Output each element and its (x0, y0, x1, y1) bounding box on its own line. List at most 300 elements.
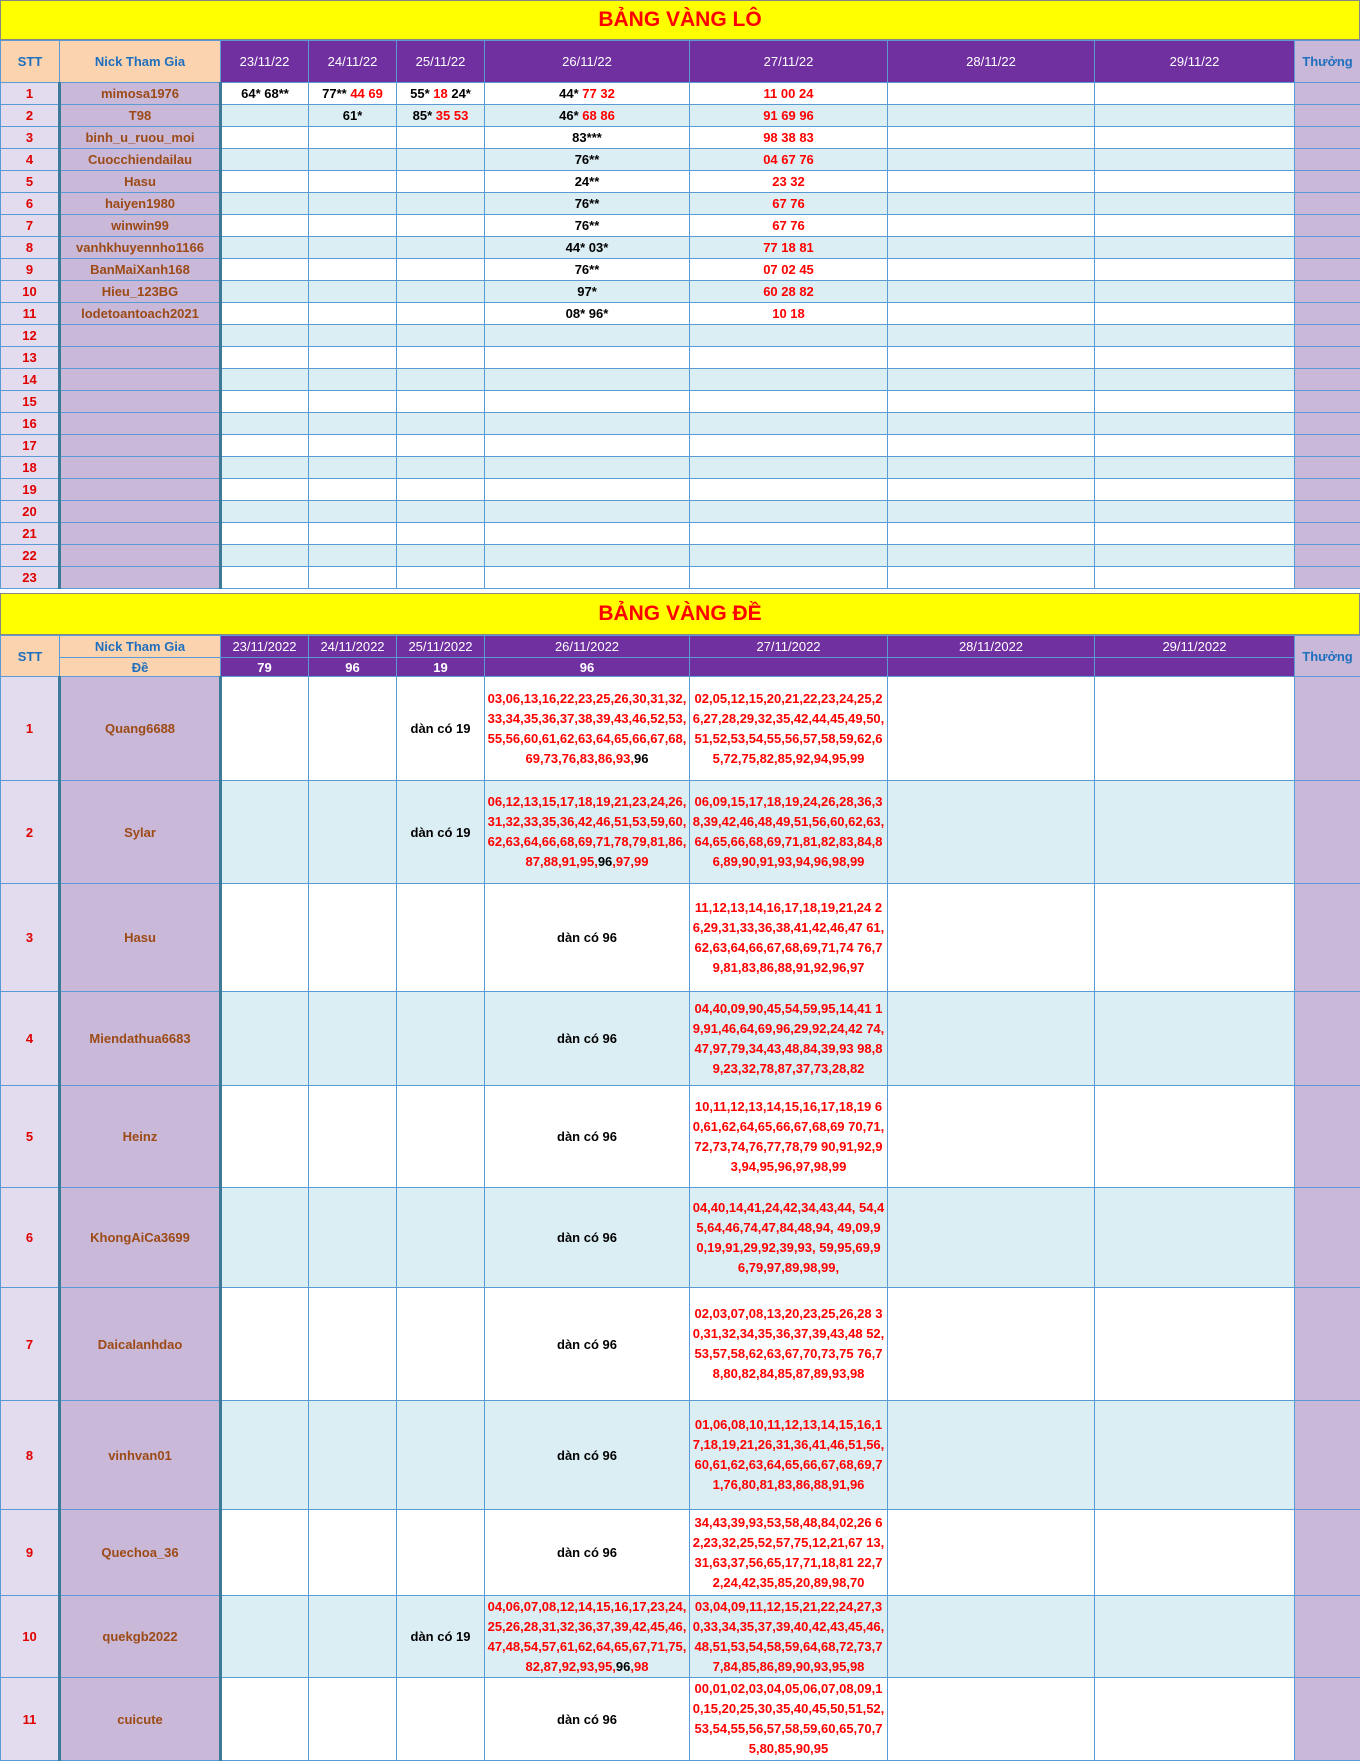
pick-cell (221, 83, 309, 105)
table-row (1, 992, 1360, 1086)
pick-cell (888, 171, 1095, 193)
bonus-cell (1295, 1510, 1360, 1596)
pick-cell (888, 1188, 1095, 1288)
bonus-cell (1295, 303, 1360, 325)
bonus-cell (1295, 413, 1360, 435)
pick-cell (690, 1510, 888, 1596)
pick-cell (221, 1401, 309, 1510)
pick-cell (1095, 1401, 1295, 1510)
bonus-cell (1295, 479, 1360, 501)
cell-text: 67 76 (772, 218, 805, 233)
cell-text: 04,40,14,41,24,42,34,43,44, 54,45,64,46,74,47,84,48,94, 49,09,90,19,91,29,92,39,93, 59,95,69,96,79,97,89,98,99, (692, 1199, 885, 1275)
pick-cell (221, 325, 309, 347)
nick-name: Hasu (60, 884, 221, 992)
pick-cell (309, 992, 397, 1086)
pick-cell (485, 259, 690, 281)
pick-cell (309, 1401, 397, 1510)
pick-cell (888, 259, 1095, 281)
pick-cell (397, 215, 485, 237)
row-number: 17 (1, 435, 60, 457)
pick-cell (888, 781, 1095, 884)
bonus-cell (1295, 992, 1360, 1086)
header-stt: STT (1, 41, 60, 83)
header-date: 25/11/2022 (397, 636, 485, 658)
bonus-cell (1295, 325, 1360, 347)
pick-cell (397, 1401, 485, 1510)
header-stt: STT (1, 636, 60, 677)
pick-cell (1095, 479, 1295, 501)
nick-name: Daicalanhdao (60, 1288, 221, 1401)
pick-cell (397, 325, 485, 347)
pick-cell (888, 149, 1095, 171)
pick-cell (888, 884, 1095, 992)
cell-text: dàn có 96 (557, 1230, 617, 1245)
cell-text: 77 18 81 (763, 240, 814, 255)
bonus-cell (1295, 215, 1360, 237)
row-number: 1 (1, 677, 60, 781)
pick-cell (690, 215, 888, 237)
pick-cell (888, 1596, 1095, 1678)
cell-text: ,97,99 (612, 854, 649, 869)
header-date: 27/11/22 (690, 41, 888, 83)
cell-text: 44* (559, 86, 583, 101)
pick-cell (397, 369, 485, 391)
pick-cell (485, 781, 690, 884)
table-row (1, 237, 1360, 259)
bonus-cell (1295, 369, 1360, 391)
cell-text: 76** (574, 218, 600, 233)
pick-cell (690, 347, 888, 369)
pick-cell (397, 127, 485, 149)
pick-cell (309, 567, 397, 589)
bonus-cell (1295, 523, 1360, 545)
cell-text: 85* (412, 108, 436, 123)
pick-cell (690, 567, 888, 589)
cell-text: dàn có 96 (557, 1447, 617, 1463)
pick-cell (397, 1678, 485, 1761)
nick-name: KhongAiCa3699 (60, 1188, 221, 1288)
pick-cell (397, 281, 485, 303)
pick-cell (221, 1288, 309, 1401)
pick-cell (221, 435, 309, 457)
row-number: 10 (1, 281, 60, 303)
row-number: 8 (1, 237, 60, 259)
pick-cell (485, 677, 690, 781)
pick-cell (1095, 567, 1295, 589)
header-date: 23/11/22 (221, 41, 309, 83)
pick-cell (690, 523, 888, 545)
bonus-cell (1295, 457, 1360, 479)
bonus-cell (1295, 435, 1360, 457)
cell-text: 18 (433, 86, 452, 101)
table-row (1, 149, 1360, 171)
pick-cell (221, 105, 309, 127)
nick-name: BanMaiXanh168 (60, 259, 221, 281)
table-row (1, 369, 1360, 391)
pick-cell (397, 1510, 485, 1596)
table-row (1, 523, 1360, 545)
pick-cell (888, 1288, 1095, 1401)
pick-cell (221, 127, 309, 149)
pick-cell (309, 435, 397, 457)
pick-cell (888, 545, 1095, 567)
table-row (1, 781, 1360, 884)
nick-name (60, 413, 221, 435)
pick-cell (309, 1188, 397, 1288)
pick-cell (221, 369, 309, 391)
pick-cell (690, 1678, 888, 1761)
bonus-cell (1295, 149, 1360, 171)
nick-name: Hasu (60, 171, 221, 193)
nick-name (60, 435, 221, 457)
table-row (1, 1401, 1360, 1510)
pick-cell (888, 567, 1095, 589)
pick-cell (221, 1678, 309, 1761)
pick-cell (1095, 1596, 1295, 1678)
pick-cell (397, 545, 485, 567)
pick-cell (1095, 992, 1295, 1086)
cell-text: 55* (410, 86, 434, 101)
pick-cell (888, 457, 1095, 479)
pick-cell (397, 457, 485, 479)
pick-cell (1095, 83, 1295, 105)
de-table-title: BẢNG VÀNG ĐỀ (0, 593, 1360, 635)
bonus-cell (1295, 1678, 1360, 1761)
table-row (1, 303, 1360, 325)
cell-text: dàn có 96 (557, 1711, 617, 1727)
pick-cell (888, 435, 1095, 457)
pick-cell (888, 501, 1095, 523)
nick-name (60, 567, 221, 589)
bonus-cell (1295, 171, 1360, 193)
row-number: 13 (1, 347, 60, 369)
row-number: 3 (1, 127, 60, 149)
pick-cell (309, 369, 397, 391)
pick-cell (397, 1288, 485, 1401)
pick-cell (485, 457, 690, 479)
pick-cell (397, 992, 485, 1086)
pick-cell (485, 325, 690, 347)
cell-text: 34,43,39,93,53,58,48,84,02,26 62,23,32,25,52,57,75,12,21,67 13,31,63,37,56,65,17,71,18,81 22,72,24,42,35,85,20,89,98,70 (692, 1514, 885, 1590)
nick-name: Hieu_123BG (60, 281, 221, 303)
pick-cell (690, 369, 888, 391)
pick-cell (690, 127, 888, 149)
row-number: 5 (1, 1086, 60, 1188)
pick-cell (309, 215, 397, 237)
pick-cell (485, 1086, 690, 1188)
bonus-cell (1295, 237, 1360, 259)
cell-text: 97* (577, 284, 597, 299)
row-number: 7 (1, 215, 60, 237)
pick-cell (397, 567, 485, 589)
bonus-cell (1295, 105, 1360, 127)
pick-cell (888, 523, 1095, 545)
pick-cell (1095, 325, 1295, 347)
nick-name: vanhkhuyennho1166 (60, 237, 221, 259)
table-row (1, 391, 1360, 413)
pick-cell (1095, 677, 1295, 781)
pick-cell (397, 303, 485, 325)
cell-text: 44 69 (350, 86, 383, 101)
pick-cell (690, 1188, 888, 1288)
cell-text: dàn có 19 (410, 1629, 471, 1644)
pick-cell (309, 347, 397, 369)
pick-cell (221, 237, 309, 259)
pick-cell (1095, 369, 1295, 391)
pick-cell (397, 884, 485, 992)
result-number (1095, 658, 1295, 677)
result-number: 96 (485, 658, 690, 677)
pick-cell (397, 413, 485, 435)
row-number: 12 (1, 325, 60, 347)
pick-cell (221, 884, 309, 992)
pick-cell (1095, 1086, 1295, 1188)
pick-cell (221, 1510, 309, 1596)
nick-name (60, 457, 221, 479)
pick-cell (1095, 259, 1295, 281)
cell-text: dàn có 96 (557, 1129, 617, 1144)
nick-name (60, 479, 221, 501)
cell-text: 04,06,07,08,12,14,15,16,17,23,24,25,26,28,31,32,36,37,39,42,45,46,47,48,54,57,61,62,64,65,67,71,75,82,87,92,93,95, (487, 1598, 687, 1674)
pick-cell (397, 479, 485, 501)
row-number: 16 (1, 413, 60, 435)
cell-text: 61* (342, 108, 363, 123)
pick-cell (690, 781, 888, 884)
row-number: 1 (1, 83, 60, 105)
cell-text: dàn có 96 (557, 1031, 617, 1046)
pick-cell (888, 479, 1095, 501)
pick-cell (690, 1086, 888, 1188)
pick-cell (221, 1596, 309, 1678)
nick-name (60, 501, 221, 523)
bonus-cell (1295, 83, 1360, 105)
row-number: 11 (1, 1678, 60, 1761)
pick-cell (1095, 884, 1295, 992)
bonus-cell (1295, 1086, 1360, 1188)
pick-cell (485, 391, 690, 413)
cell-text: 76** (574, 262, 600, 277)
row-number: 18 (1, 457, 60, 479)
pick-cell (221, 347, 309, 369)
header-date: 23/11/2022 (221, 636, 309, 658)
table-row (1, 1288, 1360, 1401)
pick-cell (309, 149, 397, 171)
cell-text: 06,12,13,15,17,18,19,21,23,24,26,31,32,33,35,36,42,46,51,53,59,60,62,63,64,66,68,69,71,78,79,81,86,87,88,91,95, (487, 794, 687, 869)
pick-cell (221, 992, 309, 1086)
pick-cell (1095, 523, 1295, 545)
pick-cell (888, 193, 1095, 215)
pick-cell (888, 369, 1095, 391)
pick-cell (397, 1086, 485, 1188)
cell-text: 96 (615, 1658, 631, 1674)
bonus-cell (1295, 259, 1360, 281)
pick-cell (397, 391, 485, 413)
pick-cell (309, 171, 397, 193)
pick-cell (1095, 1188, 1295, 1288)
row-number: 23 (1, 567, 60, 589)
pick-cell (690, 171, 888, 193)
pick-cell (690, 105, 888, 127)
row-number: 5 (1, 171, 60, 193)
pick-cell (690, 281, 888, 303)
nick-name: quekgb2022 (60, 1596, 221, 1678)
pick-cell (221, 781, 309, 884)
pick-cell (1095, 413, 1295, 435)
table-row (1, 884, 1360, 992)
cell-text: 76** (574, 152, 600, 167)
pick-cell (1095, 781, 1295, 884)
table-row (1, 1596, 1360, 1678)
table-row (1, 1188, 1360, 1288)
cell-text: 60 28 82 (763, 284, 814, 299)
row-number: 10 (1, 1596, 60, 1678)
pick-cell (309, 501, 397, 523)
pick-cell (485, 303, 690, 325)
pick-cell (485, 237, 690, 259)
nick-name (60, 545, 221, 567)
pick-cell (1095, 501, 1295, 523)
lo-table-title: BẢNG VÀNG LÔ (0, 0, 1360, 40)
table-row (1, 281, 1360, 303)
pick-cell (1095, 105, 1295, 127)
pick-cell (485, 281, 690, 303)
cell-text: 96 (597, 854, 613, 869)
cell-text: 68 86 (582, 108, 615, 123)
pick-cell (221, 677, 309, 781)
cell-text: 83*** (572, 130, 602, 145)
cell-text: 98 38 83 (763, 130, 814, 145)
pick-cell (888, 992, 1095, 1086)
header-date: 29/11/22 (1095, 41, 1295, 83)
nick-name: winwin99 (60, 215, 221, 237)
bonus-cell (1295, 1288, 1360, 1401)
table-row (1, 1510, 1360, 1596)
pick-cell (309, 105, 397, 127)
bonus-cell (1295, 781, 1360, 884)
pick-cell (221, 457, 309, 479)
row-number: 9 (1, 259, 60, 281)
pick-cell (690, 677, 888, 781)
table-row (1, 215, 1360, 237)
pick-cell (888, 1678, 1095, 1761)
pick-cell (690, 193, 888, 215)
pick-cell (309, 83, 397, 105)
pick-cell (397, 347, 485, 369)
pick-cell (1095, 1678, 1295, 1761)
header-nick: Nick Tham Gia (60, 41, 221, 83)
nick-name: binh_u_ruou_moi (60, 127, 221, 149)
pick-cell (309, 545, 397, 567)
pick-cell (485, 105, 690, 127)
pick-cell (888, 1401, 1095, 1510)
table-row (1, 457, 1360, 479)
pick-cell (485, 369, 690, 391)
bonus-cell (1295, 391, 1360, 413)
pick-cell (397, 193, 485, 215)
header-de-label: Đề (60, 658, 221, 677)
pick-cell (485, 413, 690, 435)
pick-cell (888, 325, 1095, 347)
pick-cell (888, 83, 1095, 105)
pick-cell (690, 391, 888, 413)
table-row (1, 435, 1360, 457)
pick-cell (309, 479, 397, 501)
pick-cell (690, 1401, 888, 1510)
bonus-cell (1295, 545, 1360, 567)
pick-cell (690, 545, 888, 567)
lo-table (0, 40, 1360, 589)
header-nick: Nick Tham Gia (60, 636, 221, 658)
pick-cell (1095, 237, 1295, 259)
pick-cell (888, 237, 1095, 259)
de-table (0, 635, 1360, 1761)
cell-text: 76** (574, 196, 600, 211)
table-row (1, 193, 1360, 215)
nick-name: vinhvan01 (60, 1401, 221, 1510)
table-row (1, 105, 1360, 127)
bonus-cell (1295, 127, 1360, 149)
bonus-cell (1295, 677, 1360, 781)
pick-cell (690, 259, 888, 281)
bonus-cell (1295, 1401, 1360, 1510)
result-number: 79 (221, 658, 309, 677)
pick-cell (1095, 1510, 1295, 1596)
pick-cell (888, 281, 1095, 303)
cell-text: 06,09,15,17,18,19,24,26,28,36,38,39,42,46,48,49,51,56,60,62,63,64,65,66,68,69,71,81,82,83,84,86,89,90,91,93,94,96,98,99 (692, 794, 885, 869)
bonus-cell (1295, 1596, 1360, 1678)
cell-text: 44* 03* (565, 240, 609, 255)
pick-cell (485, 523, 690, 545)
pick-cell (221, 413, 309, 435)
pick-cell (485, 567, 690, 589)
table-row (1, 479, 1360, 501)
pick-cell (690, 83, 888, 105)
table-row (1, 347, 1360, 369)
table-row (1, 677, 1360, 781)
bonus-cell (1295, 347, 1360, 369)
pick-cell (690, 413, 888, 435)
pick-cell (221, 1188, 309, 1288)
pick-cell (397, 501, 485, 523)
pick-cell (309, 1086, 397, 1188)
pick-cell (309, 193, 397, 215)
result-number (888, 658, 1095, 677)
pick-cell (221, 303, 309, 325)
bonus-cell (1295, 501, 1360, 523)
cell-text: 11,12,13,14,16,17,18,19,21,24 26,29,31,33,36,38,41,42,46,47 61,62,63,64,66,67,68,69,71,74 76,79,81,83,86,88,91,92,96,97 (692, 899, 885, 975)
row-number: 20 (1, 501, 60, 523)
nick-name: T98 (60, 105, 221, 127)
pick-cell (690, 1288, 888, 1401)
nick-name (60, 391, 221, 413)
row-number: 22 (1, 545, 60, 567)
pick-cell (690, 325, 888, 347)
cell-text: dàn có 96 (557, 1545, 617, 1560)
pick-cell (221, 149, 309, 171)
table-row (1, 127, 1360, 149)
pick-cell (485, 1678, 690, 1761)
bonus-cell (1295, 281, 1360, 303)
cell-text: 11 00 24 (763, 86, 814, 101)
pick-cell (485, 171, 690, 193)
pick-cell (485, 347, 690, 369)
cell-text: 08* 96* (565, 306, 609, 321)
bonus-cell (1295, 884, 1360, 992)
pick-cell (888, 105, 1095, 127)
pick-cell (309, 523, 397, 545)
pick-cell (485, 545, 690, 567)
cell-text: 96 (633, 750, 649, 766)
